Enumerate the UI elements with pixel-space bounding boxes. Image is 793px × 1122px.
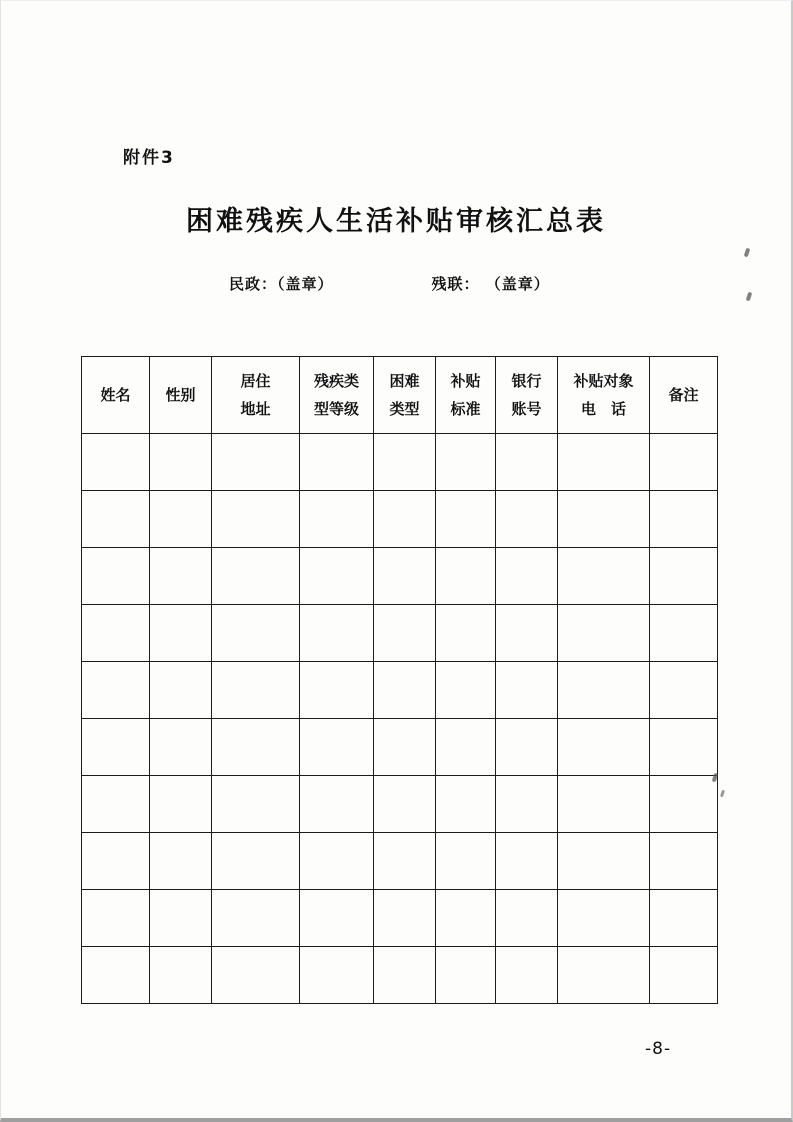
table-cell — [212, 548, 300, 605]
table-cell — [650, 776, 718, 833]
scan-artifact — [746, 292, 753, 302]
table-row — [82, 491, 718, 548]
table-cell — [300, 776, 374, 833]
table-cell — [300, 434, 374, 491]
table-row — [82, 833, 718, 890]
table-cell — [558, 890, 650, 947]
table-cell — [558, 434, 650, 491]
seal-civil-affairs: 民政：（盖章） — [229, 275, 334, 293]
table-cell — [650, 890, 718, 947]
col-header-disability-type-grade: 残疾类 型等级 — [300, 357, 374, 434]
table-cell — [558, 548, 650, 605]
table-cell — [650, 548, 718, 605]
table-cell — [374, 548, 436, 605]
table-cell — [300, 833, 374, 890]
table-header — [82, 357, 718, 434]
table-cell — [82, 605, 150, 662]
table-cell — [436, 947, 496, 1004]
table-cell — [558, 719, 650, 776]
table-cell — [558, 947, 650, 1004]
attachment-label: 附件3 — [123, 148, 175, 168]
table-cell — [496, 662, 558, 719]
seal-line — [229, 273, 550, 294]
table-cell — [212, 662, 300, 719]
table-cell — [374, 890, 436, 947]
col-header-remarks: 备注 — [650, 357, 718, 434]
table-cell — [374, 719, 436, 776]
col-header-address: 居住 地址 — [212, 357, 300, 434]
table-cell — [82, 833, 150, 890]
table-cell — [300, 605, 374, 662]
table-cell — [300, 548, 374, 605]
table-cell — [150, 719, 212, 776]
table-cell — [212, 776, 300, 833]
table-cell — [650, 662, 718, 719]
table-cell — [436, 491, 496, 548]
table-row — [82, 890, 718, 947]
table-cell — [82, 548, 150, 605]
table-cell — [374, 434, 436, 491]
table-cell — [436, 776, 496, 833]
col-header-difficulty-type: 困难 类型 — [374, 357, 436, 434]
table-cell — [374, 605, 436, 662]
table-cell — [436, 833, 496, 890]
table-cell — [150, 434, 212, 491]
table-cell — [150, 776, 212, 833]
table-cell — [212, 890, 300, 947]
table-cell — [496, 890, 558, 947]
table-cell — [558, 662, 650, 719]
seal-disabled-federation: 残联： （盖章） — [431, 275, 550, 293]
col-header-recipient-phone: 补贴对象 电 话 — [558, 357, 650, 434]
table-cell — [212, 605, 300, 662]
table-row — [82, 776, 718, 833]
table-cell — [150, 662, 212, 719]
table-cell — [82, 662, 150, 719]
table-cell — [496, 605, 558, 662]
table-cell — [496, 434, 558, 491]
header-row — [82, 357, 718, 434]
col-header-subsidy-standard: 补贴 标准 — [436, 357, 496, 434]
table-cell — [436, 548, 496, 605]
page-number: -8- — [645, 1039, 672, 1059]
scan-artifact — [744, 248, 751, 258]
table-row — [82, 605, 718, 662]
table-cell — [82, 947, 150, 1004]
table-cell — [650, 605, 718, 662]
col-header-bank-account: 银行 账号 — [496, 357, 558, 434]
table-cell — [650, 833, 718, 890]
table-cell — [150, 890, 212, 947]
table-cell — [212, 719, 300, 776]
table-cell — [496, 833, 558, 890]
table-cell — [436, 605, 496, 662]
table-cell — [374, 776, 436, 833]
table-row — [82, 662, 718, 719]
table-cell — [374, 947, 436, 1004]
table-cell — [82, 491, 150, 548]
table-row — [82, 947, 718, 1004]
table-cell — [150, 833, 212, 890]
table-cell — [650, 947, 718, 1004]
table-cell — [650, 491, 718, 548]
table-cell — [300, 662, 374, 719]
table-cell — [496, 947, 558, 1004]
table-cell — [374, 662, 436, 719]
table-cell — [436, 662, 496, 719]
table-cell — [82, 434, 150, 491]
table-cell — [558, 605, 650, 662]
table-cell — [150, 605, 212, 662]
table-cell — [82, 776, 150, 833]
col-header-gender: 性别 — [150, 357, 212, 434]
table-cell — [496, 776, 558, 833]
table-cell — [82, 890, 150, 947]
table-cell — [300, 719, 374, 776]
table-cell — [650, 719, 718, 776]
table-cell — [374, 833, 436, 890]
table-cell — [436, 719, 496, 776]
table-cell — [558, 491, 650, 548]
table-cell — [150, 548, 212, 605]
table-cell — [374, 491, 436, 548]
table-cell — [650, 434, 718, 491]
table-cell — [150, 491, 212, 548]
table-cell — [212, 833, 300, 890]
document-title: 困难残疾人生活补贴审核汇总表 — [186, 206, 606, 237]
table-cell — [82, 719, 150, 776]
scan-artifact — [720, 790, 725, 798]
table-cell — [300, 947, 374, 1004]
table-cell — [212, 434, 300, 491]
table-cell — [496, 719, 558, 776]
col-header-name: 姓名 — [82, 357, 150, 434]
table-row — [82, 719, 718, 776]
table-cell — [436, 434, 496, 491]
table-cell — [436, 890, 496, 947]
table-cell — [496, 548, 558, 605]
table-row — [82, 434, 718, 491]
subsidy-summary-table — [81, 356, 718, 1004]
table-cell — [496, 491, 558, 548]
table-body — [82, 434, 718, 1004]
table-cell — [300, 890, 374, 947]
table-row — [82, 548, 718, 605]
table-cell — [300, 491, 374, 548]
table-cell — [212, 491, 300, 548]
table-cell — [150, 947, 212, 1004]
table-cell — [212, 947, 300, 1004]
table-cell — [558, 776, 650, 833]
table-cell — [558, 833, 650, 890]
